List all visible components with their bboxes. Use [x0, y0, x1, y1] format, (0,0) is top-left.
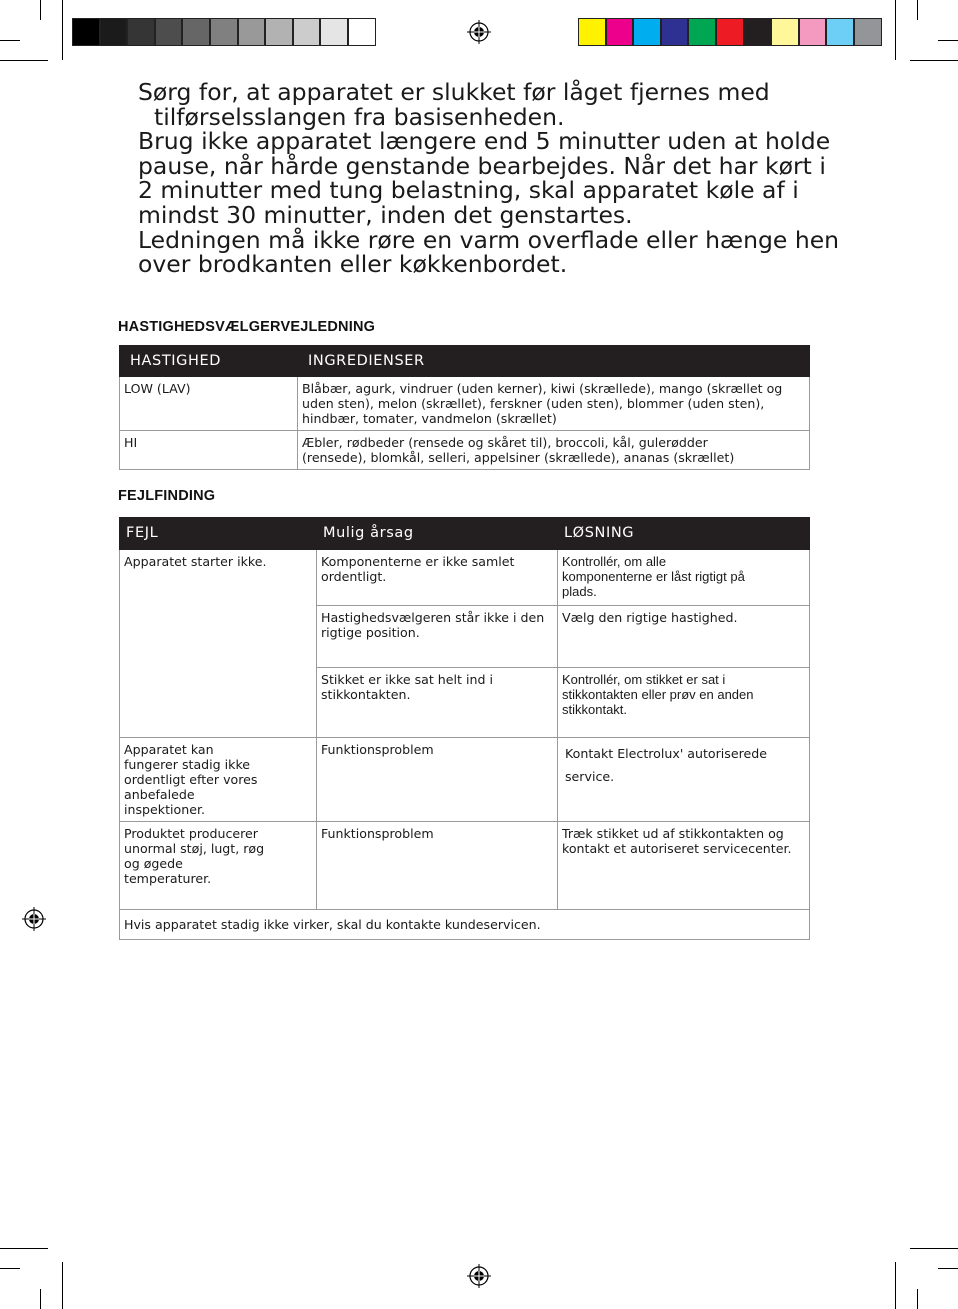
crop-mark [938, 40, 958, 41]
crop-mark [0, 40, 20, 41]
registration-mark-icon [467, 20, 491, 44]
ingredients-cell: Blåbær, agurk, vindruer (uden kerner), kiwi (skrællede), mango (skrællet og uden sten), melon (skrællet), ferskner (uden sten), blommer (uden sten), hindbær, tomater, vandmelon (skrællet) [298, 377, 810, 431]
cause-header: Mulig årsag [317, 518, 558, 550]
fault-cell: Apparatet kan fungerer stadig ikke ordentligt efter vores anbefalede inspektioner. [120, 738, 317, 822]
warning-cord: Ledningen må ikke røre en varm overflade eller hænge hen over brodkanten eller køkkenbordet. [138, 225, 840, 279]
process-color-swatch [716, 18, 744, 46]
gray-swatch [155, 18, 183, 46]
safety-warnings [138, 80, 878, 277]
crop-mark [0, 1268, 20, 1269]
process-color-swatch [578, 18, 606, 46]
solution-cell: Kontakt Electrolux' autoriserede service. [558, 738, 810, 822]
solution-cell: Kontrollér, om stikket er sat i stikkontakten eller prøv en anden stikkontakt. [558, 668, 810, 738]
cause-cell: Funktionsproblem [317, 738, 558, 822]
gray-swatch [238, 18, 266, 46]
gray-swatch [210, 18, 238, 46]
table-row [120, 822, 810, 910]
crop-mark [40, 1289, 41, 1309]
crop-mark [910, 60, 958, 61]
process-color-swatch [771, 18, 799, 46]
grayscale-color-bar [72, 18, 376, 46]
warning-lid: Sørg for, at apparatet er slukket før låget fjernes med tilførselsslangen fra basisenheden. [138, 78, 770, 131]
cause-cell: Komponenterne er ikke samlet ordentligt. [317, 550, 558, 606]
gray-swatch [320, 18, 348, 46]
gray-swatch [348, 18, 376, 46]
crop-mark [0, 1248, 48, 1249]
crop-mark [938, 1268, 958, 1269]
warning-run-time: Brug ikke apparatet længere end 5 minutter uden at holde pause, når hårde genstande bearbejdes. Når det har kørt i 2 minutter med tung belastning, skal apparatet køle af i mindst 30 minutter, inden det genstartes. [138, 127, 831, 229]
fault-cell: Produktet producerer unormal støj, lugt, røg og øgede temperaturer. [120, 822, 317, 910]
ingredients-header: INGREDIENSER [298, 346, 810, 377]
process-color-swatch [688, 18, 716, 46]
crop-mark [910, 1248, 958, 1249]
gray-swatch [265, 18, 293, 46]
speed-guide-heading: HASTIGHEDSVÆLGERVEJLEDNING [118, 319, 376, 335]
crop-mark [62, 1262, 63, 1309]
process-color-swatch [744, 18, 772, 46]
cause-cell: Hastighedsvælgeren står ikke i den rigtige position. [317, 606, 558, 668]
speed-guide-table [119, 345, 810, 470]
gray-swatch [127, 18, 155, 46]
process-color-swatch [606, 18, 634, 46]
crop-mark [917, 1289, 918, 1309]
solution-cell: Vælg den rigtige hastighed. [558, 606, 810, 668]
process-color-swatch [799, 18, 827, 46]
speed-cell: HI [120, 431, 298, 470]
speed-header: HASTIGHED [120, 346, 298, 377]
troubleshooting-heading: FEJLFINDING [118, 488, 216, 504]
solution-cell: Træk stikket ud af stikkontakten og kontakt et autoriseret servicecenter. [558, 822, 810, 910]
table-row [120, 377, 810, 431]
footer-note: Hvis apparatet stadig ikke virker, skal du kontakte kundeservicen. [120, 910, 810, 940]
registration-mark-icon [467, 1264, 491, 1288]
process-color-swatch [661, 18, 689, 46]
crop-mark [895, 1262, 896, 1309]
table-row [120, 550, 810, 606]
table-row [120, 738, 810, 822]
speed-cell: LOW (LAV) [120, 377, 298, 431]
fault-cell: Apparatet starter ikke. [120, 550, 317, 738]
gray-swatch [72, 18, 100, 46]
table-row [120, 910, 810, 940]
process-color-swatch [854, 18, 882, 46]
gray-swatch [293, 18, 321, 46]
table-row [120, 431, 810, 470]
crop-mark [0, 60, 48, 61]
process-color-swatch [633, 18, 661, 46]
crop-mark [895, 0, 896, 60]
gray-swatch [100, 18, 128, 46]
solution-cell: Kontrollér, om alle komponenterne er låst rigtigt på plads. [558, 550, 810, 606]
cause-cell: Stikket er ikke sat helt ind i stikkontakten. [317, 668, 558, 738]
crop-mark [917, 0, 918, 20]
fault-header: FEJL [120, 518, 317, 550]
ingredients-cell: Æbler, rødbeder (rensede og skåret til), broccoli, kål, gulerødder (rensede), blomkål, selleri, appelsiner (skrællede), ananas (skrællet) [298, 431, 810, 470]
crop-mark [40, 0, 41, 20]
cause-cell: Funktionsproblem [317, 822, 558, 910]
solution-header: LØSNING [558, 518, 810, 550]
troubleshooting-table [119, 517, 810, 940]
process-color-bar [578, 18, 882, 46]
crop-mark [62, 0, 63, 60]
gray-swatch [182, 18, 210, 46]
process-color-swatch [826, 18, 854, 46]
registration-mark-icon [22, 907, 46, 931]
